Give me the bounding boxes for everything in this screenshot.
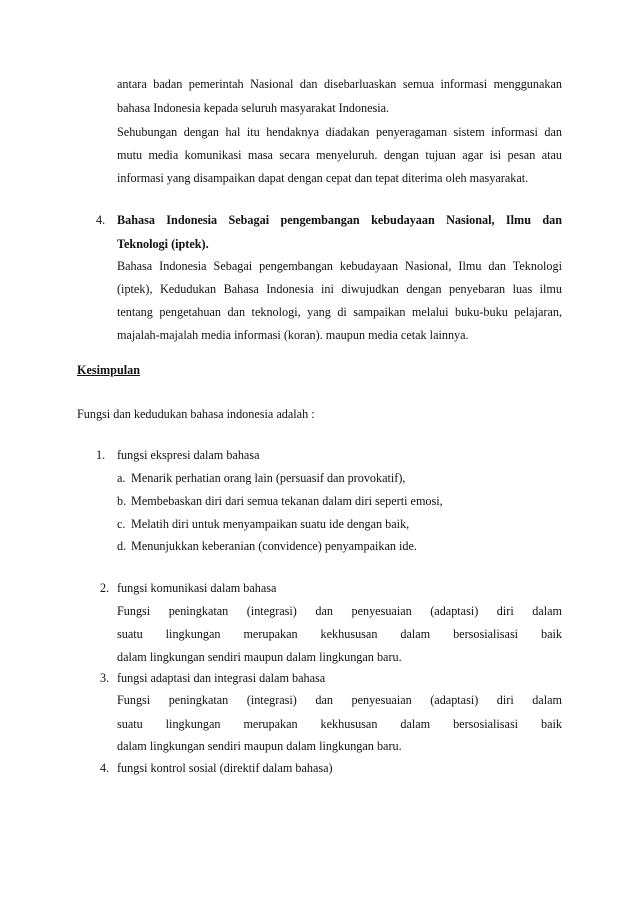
section4-number: 4. [96,213,106,227]
item4-title: fungsi kontrol sosial (direktif dalam bahasa) [117,761,333,775]
item2-line-3: dalam lingkungan sendiri maupun dalam lingkungan baru. [117,650,402,664]
section4-body-line-4: majalah-majalah media informasi (koran). maupun media cetak lainnya. [117,328,469,342]
item1-sub-b-text: Membebaskan diri dari semua tekanan dalam diri seperti emosi, [131,494,443,508]
item3-line-1: Fungsi peningkatan (integrasi) dan penyesuaian (adaptasi) diri dalam [117,693,562,707]
section4-heading-line-1: Bahasa Indonesia Sebagai pengembangan kebudayaan Nasional, Ilmu dan [117,213,562,227]
item1-sub-a-text: Menarik perhatian orang lain (persuasif dan provokatif), [131,471,406,485]
item1-number: 1. [96,448,106,462]
item1-sub-d-text: Menunjukkan keberanian (convidence) penyampaikan ide. [131,539,417,553]
item3-line-3: dalam lingkungan sendiri maupun dalam lingkungan baru. [117,739,402,753]
item2-line-2: suatu lingkungan merupakan kekhususan dalam bersosialisasi baik [117,627,562,641]
item4-number: 4. [100,761,110,775]
item1-title: fungsi ekspresi dalam bahasa [117,448,260,462]
section4-body-line-3: tentang pengetahuan dan teknologi, yang di sampaikan melalui buku-buku pelajaran, [117,305,562,319]
item3-line-2: suatu lingkungan merupakan kekhususan dalam bersosialisasi baik [117,717,562,731]
item1-sub-a-letter: a. [117,471,126,485]
item1-sub-d-letter: d. [117,539,127,553]
section4-body-line-2: (iptek), Kedudukan Bahasa Indonesia ini diwujudkan dengan penyebaran luas ilmu [117,282,562,296]
item1-sub-b-letter: b. [117,494,127,508]
conclusion-intro: Fungsi dan kedudukan bahasa indonesia adalah : [77,407,315,421]
item2-number: 2. [100,581,110,595]
intro-line-2: bahasa Indonesia kepada seluruh masyarakat Indonesia. [117,101,390,115]
intro-line-3: Sehubungan dengan hal itu hendaknya diadakan penyeragaman sistem informasi dan [117,125,562,139]
item2-line-1: Fungsi peningkatan (integrasi) dan penyesuaian (adaptasi) diri dalam [117,604,562,618]
intro-line-1: antara badan pemerintah Nasional dan disebarluaskan semua informasi menggunakan [117,77,562,91]
item1-sub-c-text: Melatih diri untuk menyampaikan suatu ide dengan baik, [131,517,410,531]
intro-line-4: mutu media komunikasi masa secara menyeluruh. dengan tujuan agar isi pesan atau [117,148,562,162]
item3-title: fungsi adaptasi dan integrasi dalam bahasa [117,671,326,685]
item1-sub-c-letter: c. [117,517,126,531]
intro-line-5: informasi yang disampaikan dapat dengan cepat dan tepat diterima oleh masyarakat. [117,171,529,185]
section4-body-line-1: Bahasa Indonesia Sebagai pengembangan kebudayaan Nasional, Ilmu dan Teknologi [117,259,562,273]
item2-title: fungsi komunikasi dalam bahasa [117,581,277,595]
conclusion-heading: Kesimpulan [77,363,140,377]
section4-heading-line-2: Teknologi (iptek). [117,237,209,251]
item3-number: 3. [100,671,110,685]
